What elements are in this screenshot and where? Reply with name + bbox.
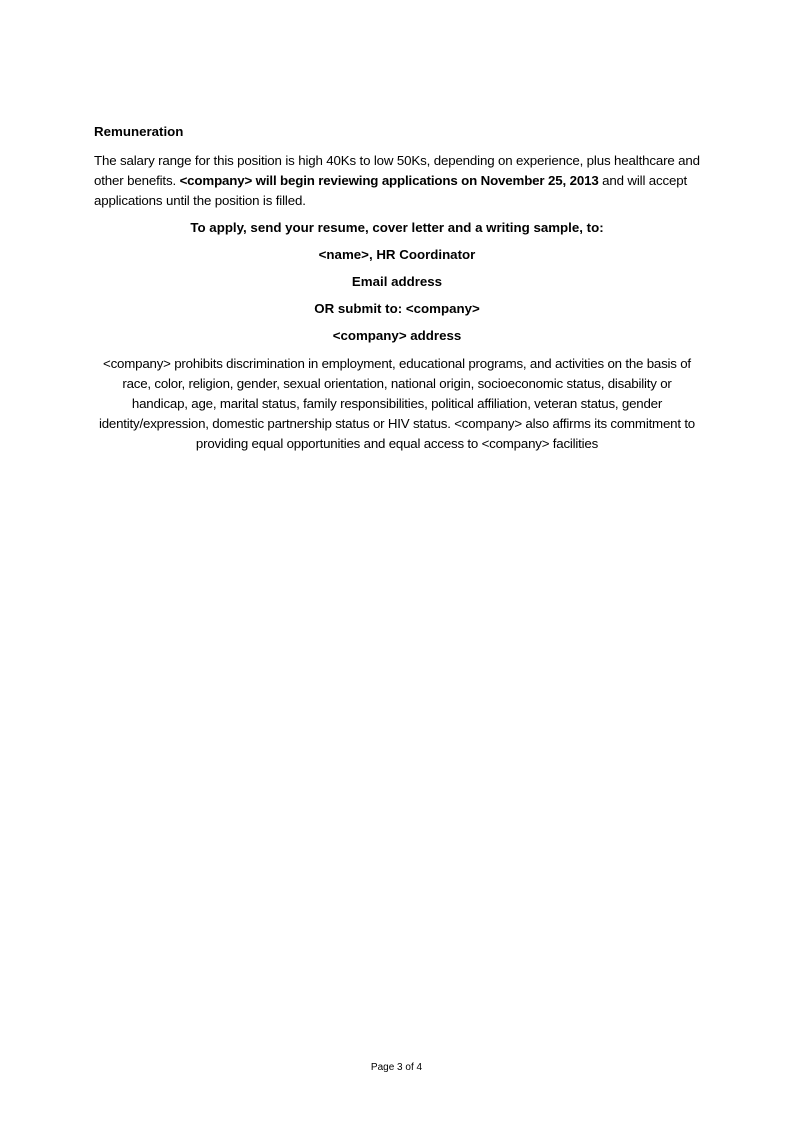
hr-contact: <name>, HR Coordinator xyxy=(318,247,476,262)
equal-opportunity-notice: <company> prohibits discrimination in employment, educational programs, and activities on the basis of race, color, religion, gender, sexual orientation, national origin, socioeconomic status, disability or handicap, age, marital status, family responsibilities, political affiliation, veteran status, gender identity/expression, domestic partnership status or HIV status. <company> also affirms its commitment to providing equal opportunities and equal access to <company> facilities xyxy=(98,356,696,451)
salary-paragraph xyxy=(94,151,700,211)
section-heading-remuneration: Remuneration xyxy=(94,124,184,139)
company-address: <company> address xyxy=(332,328,462,343)
submit-to-line: OR submit to: <company> xyxy=(314,301,480,316)
apply-instruction: To apply, send your resume, cover letter and a writing sample, to: xyxy=(190,220,604,235)
page-number-footer: Page 3 of 4 xyxy=(370,1062,423,1073)
salary-text-end: and will accept applications until the position is filled. xyxy=(94,173,688,208)
salary-text-start: The salary range for this position is high 40Ks to low 50Ks, depending on experience, plus healthcare and other benefits. xyxy=(94,153,700,188)
email-address-label: Email address xyxy=(351,274,443,289)
page-content xyxy=(94,122,700,454)
review-date-text: <company> will begin reviewing applications on November 25, 2013 xyxy=(179,173,599,188)
